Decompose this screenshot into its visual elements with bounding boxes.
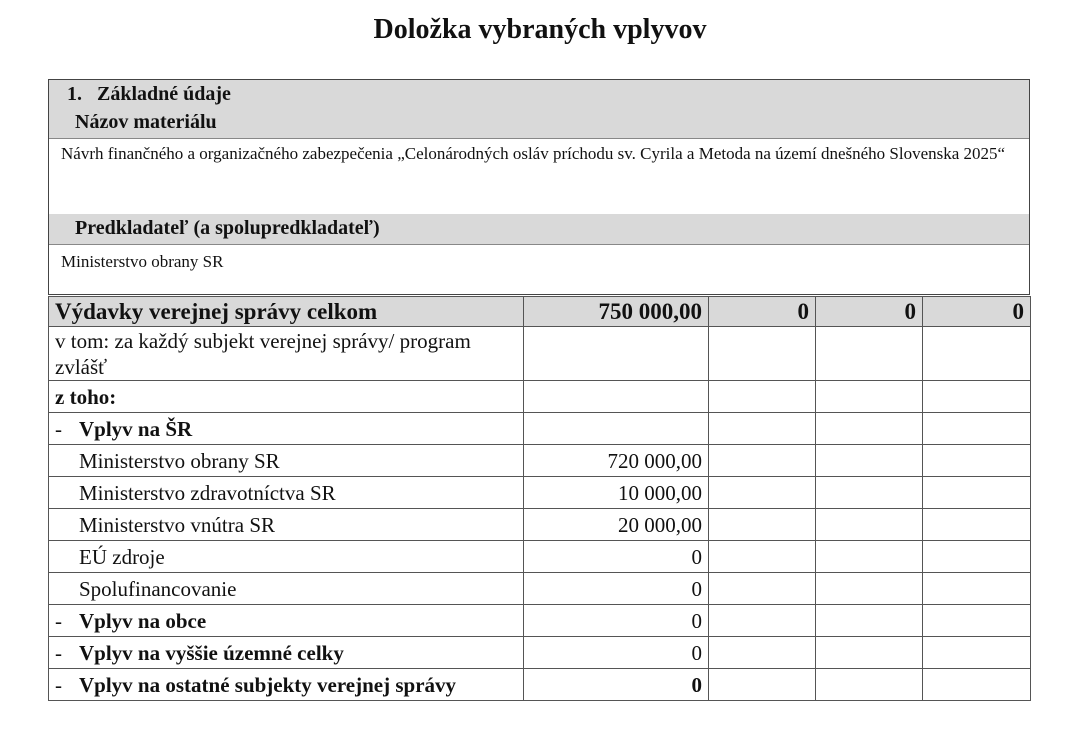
empty-cell <box>816 381 923 413</box>
row-label: EÚ zdroje <box>49 541 524 573</box>
empty-cell <box>923 509 1031 541</box>
empty-cell <box>816 573 923 605</box>
empty-cell <box>923 413 1031 445</box>
row-label: v tom: za každý subjekt verejnej správy/ program zvlášť <box>49 327 524 381</box>
empty-cell <box>923 327 1031 381</box>
table-row <box>49 541 1031 573</box>
empty-cell <box>709 605 816 637</box>
table-row <box>49 509 1031 541</box>
row-value: 0 <box>524 669 709 701</box>
row-value: 0 <box>524 541 709 573</box>
empty-cell <box>923 541 1031 573</box>
document-title: Doložka vybraných vplyvov <box>373 14 707 45</box>
row-label: Ministerstvo vnútra SR <box>49 509 524 541</box>
empty-cell <box>816 445 923 477</box>
row-value <box>524 327 709 381</box>
empty-cell <box>709 381 816 413</box>
total-value-2: 0 <box>709 297 816 327</box>
empty-cell <box>923 381 1031 413</box>
empty-cell <box>709 445 816 477</box>
row-label: Spolufinancovanie <box>49 573 524 605</box>
table-row <box>49 669 1031 701</box>
total-row <box>49 297 1031 327</box>
empty-cell <box>709 573 816 605</box>
row-value: 0 <box>524 605 709 637</box>
row-label: Ministerstvo obrany SR <box>49 445 524 477</box>
empty-cell <box>709 637 816 669</box>
table-row <box>49 605 1031 637</box>
empty-cell <box>816 327 923 381</box>
section-heading <box>49 80 1029 109</box>
row-label: Ministerstvo zdravotníctva SR <box>49 477 524 509</box>
table-row <box>49 477 1031 509</box>
empty-cell <box>816 477 923 509</box>
empty-cell <box>923 445 1031 477</box>
row-label: - Vplyv na obce <box>49 605 524 637</box>
submitter-label: Predkladateľ (a spolupredkladateľ) <box>49 214 1029 245</box>
empty-cell <box>709 413 816 445</box>
empty-cell <box>923 637 1031 669</box>
submitter-text: Ministerstvo obrany SR <box>61 252 224 271</box>
empty-cell <box>816 669 923 701</box>
table-row <box>49 637 1031 669</box>
table-row <box>49 327 1031 381</box>
empty-cell <box>709 327 816 381</box>
material-name-text: Návrh finančného a organizačného zabezpečenia „Celonárodných osláv príchodu sv. Cyrila a Metoda na území dnešného Slovenska 2025“ <box>61 144 1006 163</box>
section-number: 1. <box>67 83 82 105</box>
empty-cell <box>816 637 923 669</box>
row-value: 0 <box>524 637 709 669</box>
row-label: - Vplyv na vyššie územné celky <box>49 637 524 669</box>
empty-cell <box>816 541 923 573</box>
empty-cell <box>923 605 1031 637</box>
basic-info-section <box>48 79 1030 295</box>
row-value: 720 000,00 <box>524 445 709 477</box>
table-row <box>49 573 1031 605</box>
total-label: Výdavky verejnej správy celkom <box>49 297 524 327</box>
row-value: 0 <box>524 573 709 605</box>
row-value <box>524 413 709 445</box>
table-row <box>49 381 1031 413</box>
empty-cell <box>923 573 1031 605</box>
empty-cell <box>709 541 816 573</box>
material-name-label: Názov materiálu <box>49 108 1029 139</box>
row-value <box>524 381 709 413</box>
row-label: - Vplyv na ostatné subjekty verejnej správy <box>49 669 524 701</box>
table-row <box>49 445 1031 477</box>
empty-cell <box>816 605 923 637</box>
row-value: 10 000,00 <box>524 477 709 509</box>
empty-cell <box>923 669 1031 701</box>
empty-cell <box>709 669 816 701</box>
budget-table <box>48 296 1031 701</box>
total-value-1: 750 000,00 <box>524 297 709 327</box>
empty-cell <box>709 477 816 509</box>
empty-cell <box>709 509 816 541</box>
empty-cell <box>923 477 1031 509</box>
table-row <box>49 413 1031 445</box>
empty-cell <box>816 413 923 445</box>
total-value-3: 0 <box>816 297 923 327</box>
row-label: z toho: <box>49 381 524 413</box>
empty-cell <box>816 509 923 541</box>
section-title: Základné údaje <box>97 83 231 105</box>
row-label: - Vplyv na ŠR <box>49 413 524 445</box>
total-value-4: 0 <box>923 297 1031 327</box>
row-value: 20 000,00 <box>524 509 709 541</box>
